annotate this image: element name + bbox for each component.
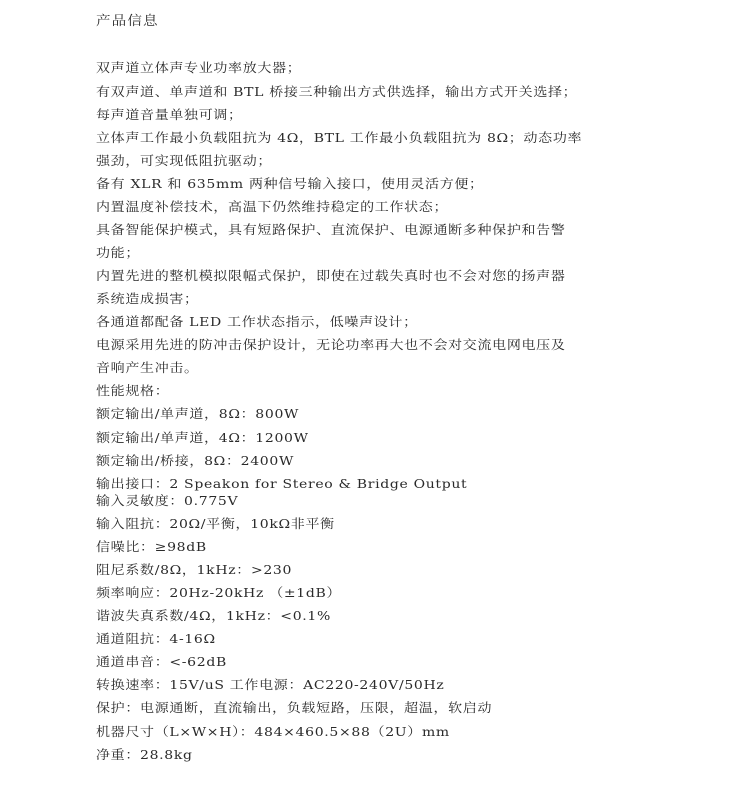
text-line: 功能； — [96, 245, 141, 260]
spec-line: 额定输出/单声道，4Ω：1200W — [96, 430, 309, 445]
spec-line: 转换速率：15V/uS 工作电源：AC220-240V/50Hz — [96, 677, 445, 692]
text-line: 内置先进的整机模拟限幅式保护，即使在过载失真时也不会对您的扬声器 — [96, 268, 566, 283]
text-line: 备有 XLR 和 635mm 两种信号输入接口，使用灵活方便； — [96, 176, 484, 191]
text-line: 系统造成损害； — [96, 291, 199, 306]
spec-line: 通道阻抗：4-16Ω — [96, 631, 216, 646]
text-line: 性能规格： — [96, 383, 170, 398]
spec-line: 输入阻抗：20Ω/平衡，10kΩ非平衡 — [96, 516, 335, 531]
section-heading: 产品信息 — [96, 14, 159, 29]
text-line: 电源采用先进的防冲击保护设计，无论功率再大也不会对交流电网电压及 — [96, 337, 566, 352]
spec-line: 通道串音：<-62dB — [96, 654, 227, 669]
spec-line: 额定输出/单声道，8Ω：800W — [96, 406, 300, 421]
spec-line: 净重：28.8kg — [96, 747, 193, 762]
text-line: 每声道音量单独可调； — [96, 107, 243, 122]
text-line: 音响产生冲击。 — [96, 360, 199, 375]
spec-line: 机器尺寸（L×W×H）：484×460.5×88（2U）mm — [96, 724, 450, 739]
spec-line: 输出接口：2 Speakon for Stereo & Bridge Output — [96, 476, 468, 491]
text-line: 双声道立体声专业功率放大器； — [96, 60, 302, 75]
spec-line: 保护：电源通断，直流输出，负载短路，压限，超温，软启动 — [96, 700, 493, 715]
text-line: 各通道都配备 LED 工作状态指示，低噪声设计； — [96, 314, 418, 329]
text-line: 强劲，可实现低阻抗驱动； — [96, 153, 273, 168]
spec-line: 频率响应：20Hz-20kHz （±1dB） — [96, 585, 342, 600]
spec-line: 输入灵敏度：0.775V — [96, 493, 239, 508]
spec-line: 额定输出/桥接，8Ω：2400W — [96, 453, 295, 468]
spec-line: 阻尼系数/8Ω，1kHz：>230 — [96, 562, 293, 577]
text-line: 立体声工作最小负载阻抗为 4Ω，BTL 工作最小负载阻抗为 8Ω；动态功率 — [96, 130, 583, 145]
spec-line: 谐波失真系数/4Ω，1kHz：<0.1% — [96, 608, 331, 623]
spec-line: 信噪比：≥98dB — [96, 539, 207, 554]
text-line: 内置温度补偿技术，高温下仍然维持稳定的工作状态； — [96, 199, 449, 214]
text-line: 有双声道、单声道和 BTL 桥接三种输出方式供选择，输出方式开关选择； — [96, 84, 578, 99]
text-line: 具备智能保护模式，具有短路保护、直流保护、电源通断多种保护和告警 — [96, 222, 566, 237]
